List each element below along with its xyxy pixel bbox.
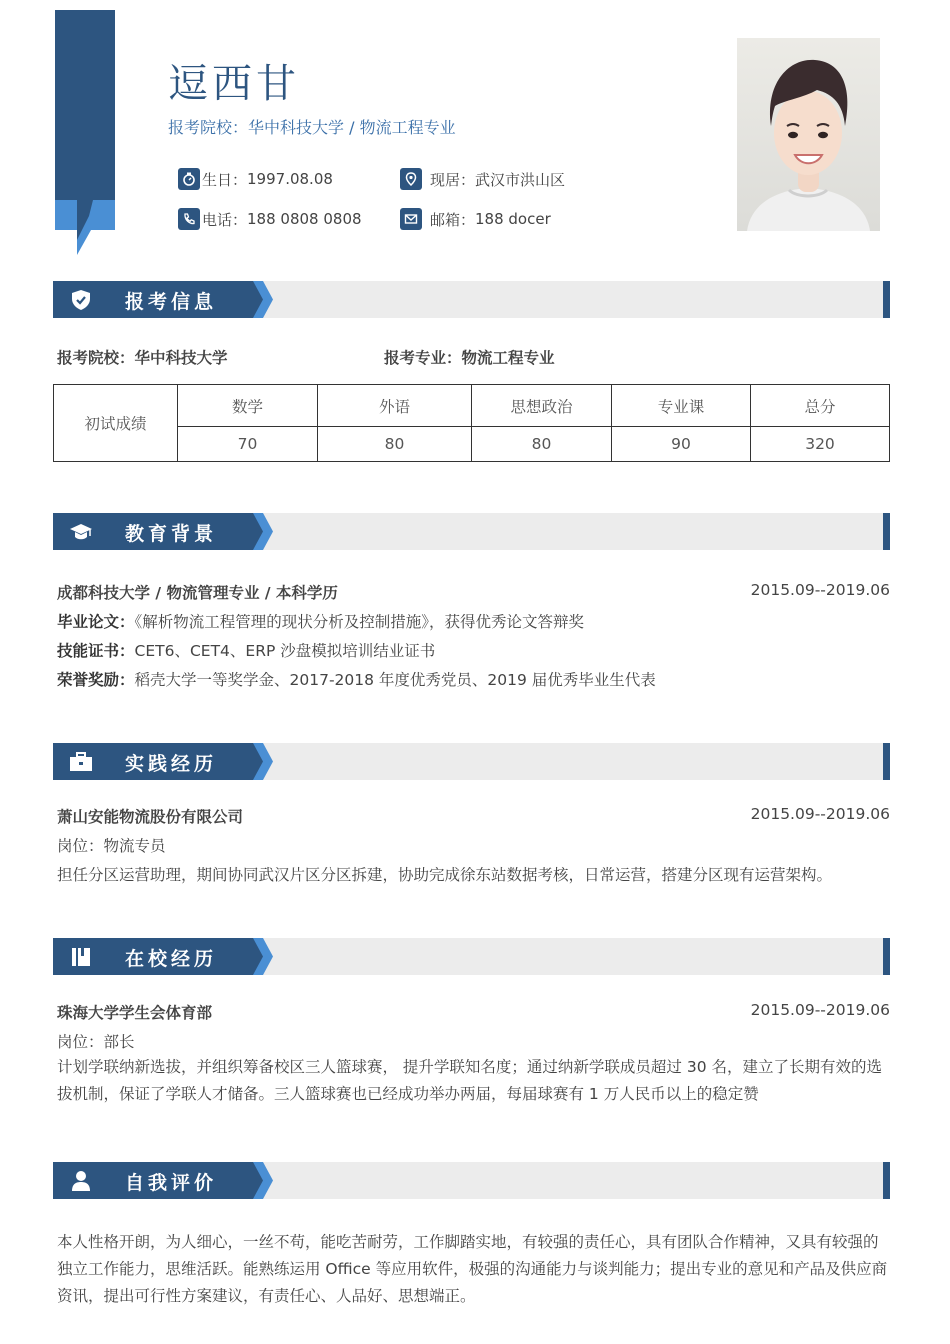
book-icon [68,944,94,970]
education-date: 2015.09--2019.06 [750,581,890,599]
campus-desc: 计划学联纳新选拔，并组织筹备校区三人篮球赛， 提升学联知名度；通过纳新学联成员超过 30 名，建立了长期有效的选拔机制，保证了学联人才储备。三人篮球赛也已经成功举办两届，每届球赛有 1 万人民币以上的稳定赞 [57,1058,883,1103]
section-end-mark [883,513,890,550]
location-label: 现居： [430,170,476,189]
score-cell: 80 [318,427,472,462]
phone-icon [178,208,200,230]
score-cell: 90 [612,427,751,462]
birthday-label: 生日： [202,170,248,189]
campus-position: 岗位：部长 [57,1033,135,1051]
section-end-mark [883,743,890,780]
birthday-icon [178,168,200,190]
campus-org: 珠海大学学生会体育部 [57,1004,213,1022]
section-title: 在校经历 [125,948,218,970]
candidate-name: 逗西甘 [168,61,300,107]
apply-major: 报考专业：物流工程专业 [384,349,555,367]
section-title: 实践经历 [125,753,218,775]
graduation-cap-icon [68,519,94,545]
birthday-info [178,168,333,190]
score-table [53,384,890,462]
section-self-header [53,1162,890,1199]
section-end-mark [883,1162,890,1199]
score-cell: 320 [751,427,890,462]
score-col-header: 思想政治 [472,385,612,427]
score-col-header: 外语 [318,385,472,427]
email-icon [400,208,422,230]
education-heading: 成都科技大学 / 物流管理专业 / 本科学历 [57,584,338,602]
phone-value: 188 0808 0808 [247,210,362,228]
practice-desc: 担任分区运营助理，期间协同武汉片区分区拆建，协助完成徐东站数据考核，日常运营，搭建分区现有运营架构。 [57,866,833,884]
section-campus-header [53,938,890,975]
briefcase-icon [68,749,94,775]
self-evaluation: 本人性格开朗，为人细心，一丝不苟，能吃苦耐劳，工作脚踏实地，有较强的责任心，具有团队合作精神，又具有较强的独立工作能力，思维活跃。能熟练运用 Office 等应用软件，极强的沟通能力与谈判能力；提出专业的意见和产品及供应商资讯，提出可行性方案建议，有责任心、人品好、思想端正。 [57,1233,888,1305]
birthday-value: 1997.08.08 [247,170,333,188]
location-pin-icon [400,168,422,190]
location-value: 武汉市洪山区 [475,170,566,189]
score-col-header: 数学 [178,385,318,427]
email-value: 188 docer [475,210,551,228]
profile-photo [737,38,880,231]
section-title: 自我评价 [125,1172,218,1194]
user-icon [68,1168,94,1194]
practice-company: 萧山安能物流股份有限公司 [57,808,244,826]
practice-position: 岗位：物流专员 [57,837,166,855]
header-ribbon [55,10,115,215]
target-school: 报考院校：华中科技大学 / 物流工程专业 [168,118,456,137]
education-cert: 技能证书：CET6、CET4、ERP 沙盘模拟培训结业证书 [57,642,436,660]
practice-date: 2015.09--2019.06 [750,805,890,823]
section-education-header [53,513,890,550]
section-apply-header [53,281,890,318]
phone-info [178,208,362,230]
education-thesis: 毕业论文：《解析物流工程管理的现状分析及控制措施》，获得优秀论文答辩奖 [57,613,585,631]
score-cell: 80 [472,427,612,462]
score-cell: 70 [178,427,318,462]
section-title: 报考信息 [125,291,218,313]
email-info [400,208,551,230]
header-ribbon-tail [55,200,115,260]
score-row-header: 初试成绩 [54,385,178,462]
score-col-header: 总分 [751,385,890,427]
campus-date: 2015.09--2019.06 [750,1001,890,1019]
location-info [400,168,565,190]
section-title: 教育背景 [125,523,218,545]
phone-label: 电话： [202,210,248,229]
education-award: 荣誉奖励：稻壳大学一等奖学金、2017-2018 年度优秀党员、2019 届优秀毕业生代表 [57,671,656,689]
section-end-mark [883,281,890,318]
shield-icon [68,287,94,313]
email-label: 邮箱： [430,210,476,229]
apply-school: 报考院校：华中科技大学 [57,349,228,367]
score-col-header: 专业课 [612,385,751,427]
section-end-mark [883,938,890,975]
section-practice-header [53,743,890,780]
